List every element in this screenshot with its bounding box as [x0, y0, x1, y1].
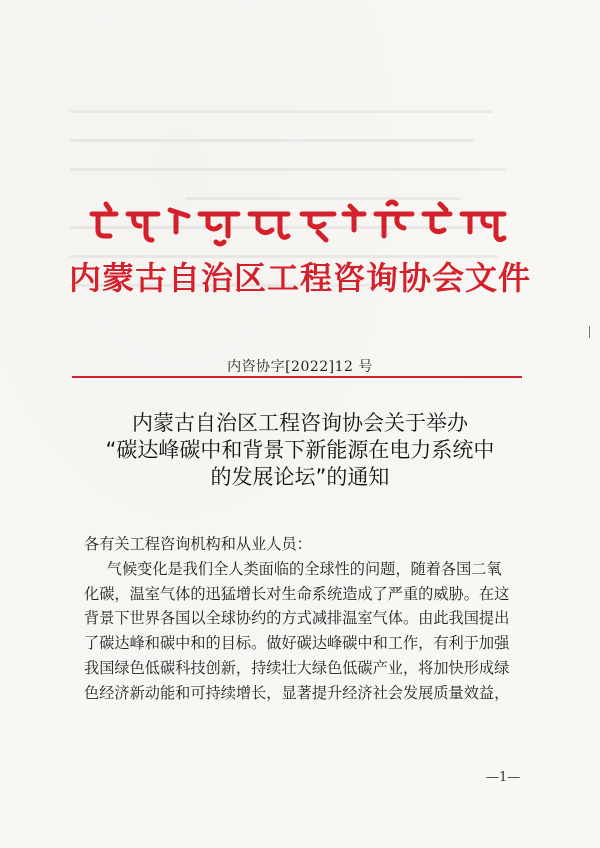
- notice-title-line-1: 内蒙古自治区工程咨询协会关于举办: [132, 411, 468, 435]
- org-document-title: 内蒙古自治区工程咨询协会文件: [68, 259, 531, 297]
- page-number: —1—: [486, 770, 521, 785]
- salutation: 各有关工程咨询机构和从业人员：: [84, 535, 312, 553]
- document-number: 内咨协字[2022]12 号: [227, 359, 373, 375]
- paragraph-line-4: 了碳达峰和碳中和的目标。做好碳达峰碳中和工作，有利于加强: [84, 634, 510, 653]
- paragraph-line-5: 我国绿色低碳科技创新，持续壮大绿色低碳产业，将加快形成绿: [84, 658, 510, 677]
- margin-mark: [589, 326, 590, 338]
- notice-title-line-3: 的发展论坛”的通知: [210, 465, 390, 489]
- paragraph-line-2: 化碳，温室气体的迅猛增长对生命系统造成了严重的威胁。在这: [84, 584, 510, 603]
- notice-body: [84, 532, 544, 706]
- notice-title: [0, 410, 600, 491]
- notice-title-line-2: “碳达峰碳中和背景下新能源在电力系统中: [105, 438, 495, 462]
- red-divider-line: [72, 376, 522, 378]
- paragraph-line-1: 气候变化是我们全人类面临的全球性的问题，随着各国二氧: [106, 559, 502, 578]
- paragraph-line-6: 色经济新动能和可持续增长，显著提升经济社会发展质量效益，: [84, 683, 510, 702]
- paragraph-line-3: 背景下世界各国以全球协约的方式减排温室气体。由此我国提出: [84, 609, 510, 628]
- mongolian-script-title: [88, 196, 508, 252]
